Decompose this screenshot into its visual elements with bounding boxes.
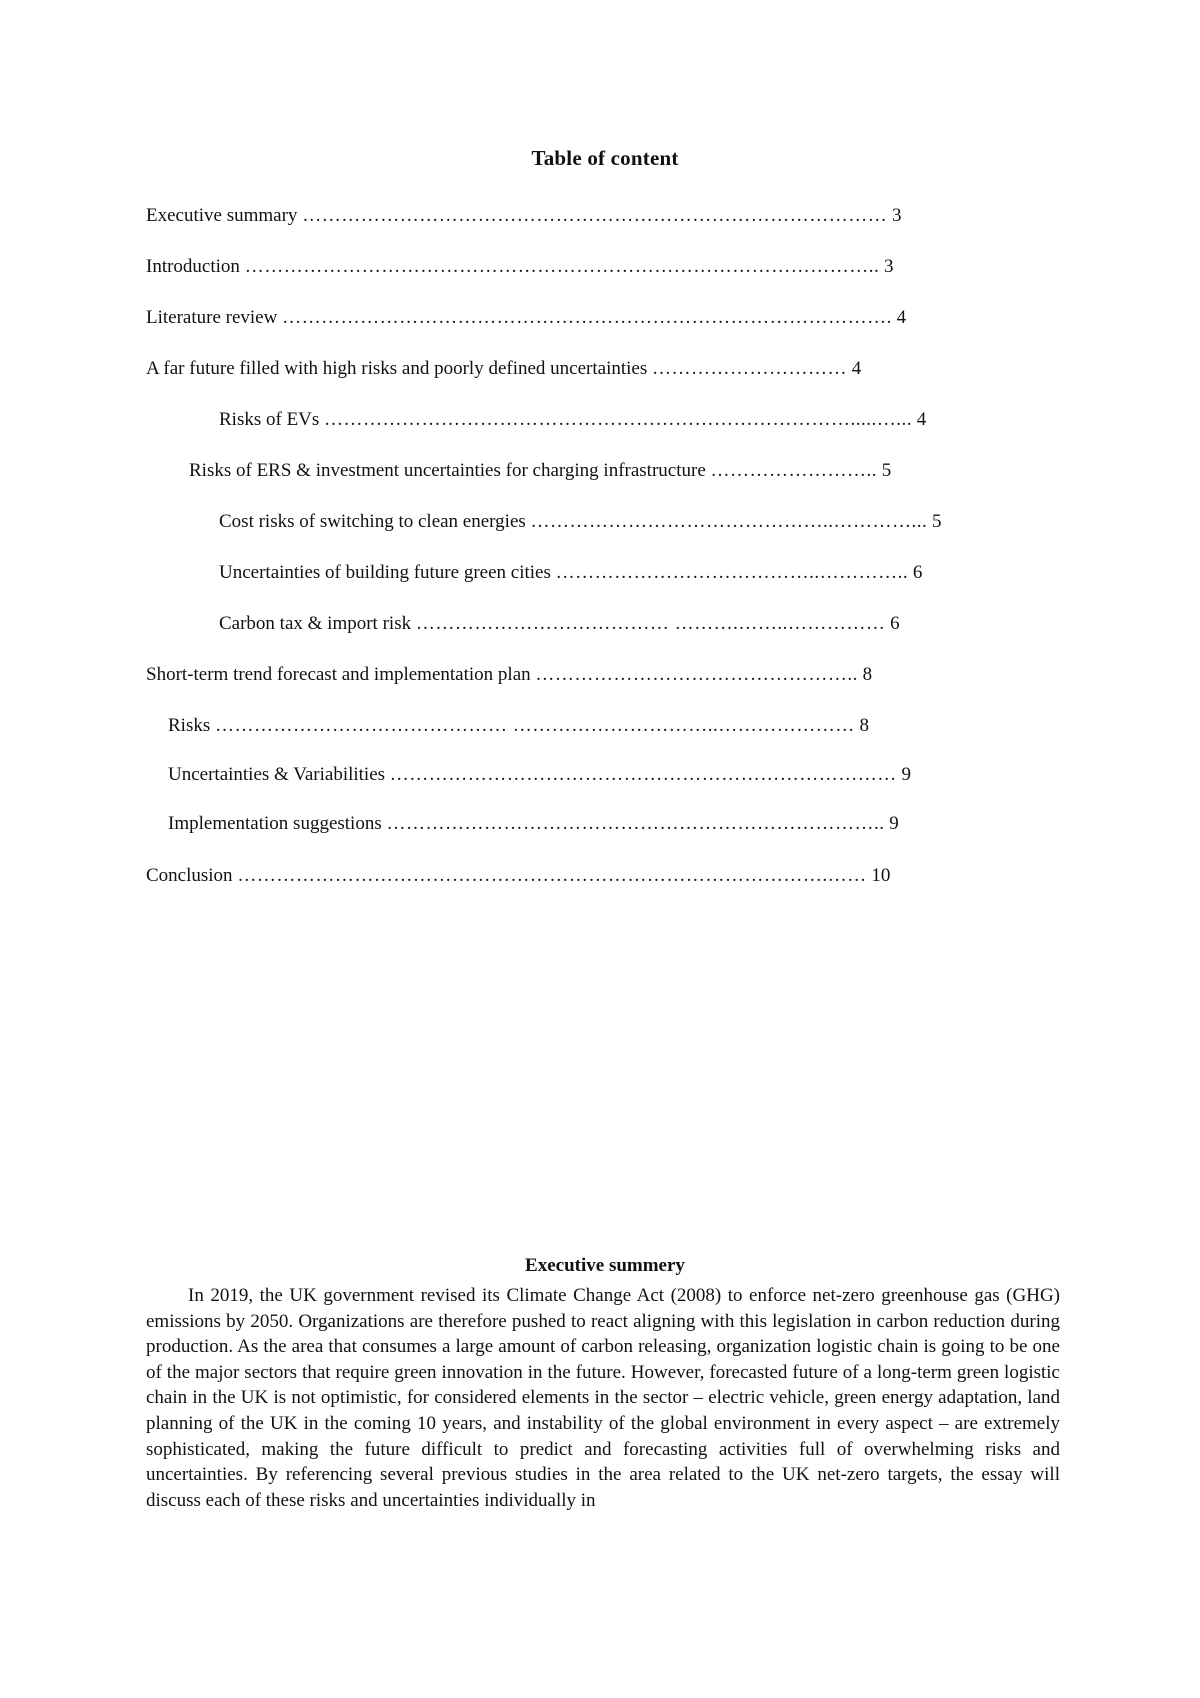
toc-entry-leader: ……………………………………… …………………………..…………………	[215, 715, 855, 736]
toc-entry-page: 8	[862, 664, 873, 685]
toc-entry-leader: …………………………………..…………..	[555, 562, 909, 583]
toc-entry-leader: ……………………………………………………………………………………..	[244, 256, 880, 277]
toc-entry-title: A far future filled with high risks and poorly defined uncertainties	[146, 358, 648, 379]
toc-entry-title: Short-term trend forecast and implementation plan	[146, 664, 531, 685]
executive-summary-paragraph: In 2019, the UK government revised its Climate Change Act (2008) to enforce net-zero greenhouse gas (GHG) emissions by 2050. Organizations are therefore pushed to react aligning with this legislation in carbon reduction during production. As the area that consumes a large amount of carbon releasing, organization logistic chain is going to be one of the major sectors that require green innovation in the future. However, forecasted future of a long-term green logistic chain in the UK is not optimistic, for considered elements in the sector – electric vehicle, green energy adaptation, land planning of the UK in the coming 10 years, and instability of the global environment in every aspect – are extremely sophisticated, making the future difficult to predict and forecasting activities full of overwhelming risks and uncertainties. By referencing several previous studies in the area related to the UK net-zero targets, the essay will discuss each of these risks and uncertainties individually in	[146, 1285, 1060, 1511]
toc-entry-title: Literature review	[146, 307, 278, 328]
toc-entry-page: 5	[881, 460, 892, 481]
toc-entry-page: 8	[859, 715, 869, 736]
toc-entry-title: Uncertainties of building future green cities	[219, 562, 551, 583]
toc-entry-conclusion[interactable]	[146, 864, 890, 888]
toc-title: Table of content	[531, 146, 679, 170]
toc-entry-page: 4	[851, 358, 862, 379]
toc-entry-risks-of-evs[interactable]	[219, 408, 926, 432]
toc-entry-leader: …………………………………………………………………..	[386, 813, 885, 834]
toc-entry-implementation[interactable]	[168, 812, 899, 836]
toc-entry-carbon-tax[interactable]	[219, 612, 900, 636]
toc-entry-title: Implementation suggestions	[168, 813, 382, 834]
toc-entry-page: 9	[901, 764, 912, 785]
toc-entry-page: 9	[889, 813, 899, 834]
toc-entry-leader: ……………………..	[710, 460, 878, 481]
toc-entry-leader: ………………………………… ……….……..……………	[415, 613, 886, 634]
executive-summary-heading: Executive summery	[525, 1255, 685, 1276]
toc-entry-risks-of-ers[interactable]	[189, 459, 891, 483]
toc-entry-leader: ……………………………………………………………………………….……	[237, 865, 867, 886]
toc-entry-cost-risks[interactable]	[219, 510, 942, 534]
toc-entry-title: Risks	[168, 715, 211, 736]
toc-entry-executive-summary[interactable]	[146, 204, 901, 228]
toc-entry-page: 6	[890, 613, 900, 634]
toc-entry-leader: ……………………………………………………………………….....…...	[324, 409, 913, 430]
toc-entry-page: 3	[891, 205, 902, 226]
toc-entry-page: 4	[916, 409, 927, 430]
toc-entry-leader: …………………………………………..	[535, 664, 858, 685]
toc-entry-leader: ………………………………………………………………………………….	[282, 307, 892, 328]
toc-entry-page: 5	[932, 511, 942, 532]
toc-entry-short-term-forecast[interactable]	[146, 663, 872, 687]
toc-entry-title: Executive summary	[146, 205, 298, 226]
toc-entry-title: Risks of ERS & investment uncertainties for charging infrastructure	[189, 460, 706, 481]
toc-entry-literature-review[interactable]	[146, 306, 906, 330]
toc-entry-title: Conclusion	[146, 865, 233, 886]
toc-entry-leader: ……………………………………………………………………	[389, 764, 897, 785]
toc-entry-page: 10	[871, 865, 891, 886]
toc-entry-risks[interactable]	[168, 714, 869, 738]
toc-entry-introduction[interactable]	[146, 255, 893, 279]
toc-entry-page: 6	[912, 562, 923, 583]
toc-entry-title: Carbon tax & import risk	[219, 613, 412, 634]
toc-entry-page: 4	[896, 307, 907, 328]
toc-entry-leader: ………………………………………………………………………………	[302, 205, 888, 226]
toc-entry-title: Uncertainties & Variabilities	[168, 764, 386, 785]
toc-entry-title: Introduction	[146, 256, 240, 277]
toc-entry-leader: ………………………………………..…………...	[530, 511, 928, 532]
toc-entry-green-cities[interactable]	[219, 561, 922, 585]
toc-entry-page: 3	[883, 256, 894, 277]
toc-entry-far-future[interactable]	[146, 357, 861, 381]
toc-entry-title: Cost risks of switching to clean energies	[219, 511, 526, 532]
toc-entry-leader: …………………………	[652, 358, 848, 379]
toc-entry-title: Risks of EVs	[219, 409, 320, 430]
toc-entry-uncertainties[interactable]	[168, 763, 911, 787]
